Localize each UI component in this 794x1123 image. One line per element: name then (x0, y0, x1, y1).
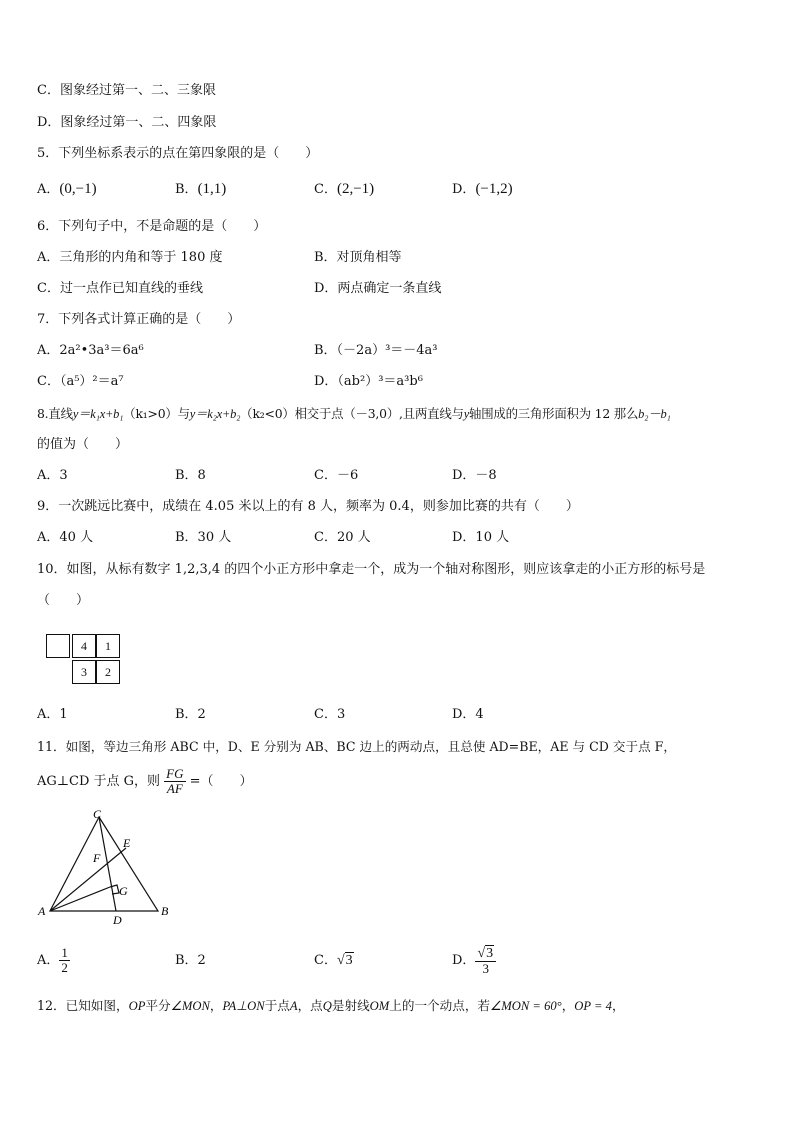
label-a: A (38, 904, 46, 918)
q9-option-a: A．40 人 (37, 530, 94, 545)
blank-square (46, 634, 70, 658)
q11-stem: 11．如图，等边三角形 ABC 中，D、E 分别为 AB、BC 边上的两动点，且总使 AD=BE，AE 与 CD 交于点 F， (37, 739, 676, 754)
q6-option-c: C．过一点作已知直线的垂线 (37, 281, 203, 296)
q11-stem-line2: AG⊥CD 于点 G，则 $\frac{FG}{AF}$ =（ ） (37, 766, 253, 796)
q5-option-a: A．(0,−1) (37, 181, 97, 197)
q5-option-c: C．(2,−1) (314, 181, 375, 197)
equilateral-triangle-figure (30, 805, 190, 930)
q8-option-b: B．8 (175, 468, 206, 483)
q10-option-d: D．4 (452, 707, 484, 722)
q9-option-b: B．30 人 (175, 530, 232, 545)
square-1: 1 (96, 634, 120, 658)
label-g: G (119, 884, 128, 898)
label-d: D (113, 913, 122, 927)
q7-option-a: A．2a²•3a³＝6a⁶ (37, 343, 144, 358)
q8-option-d: D．－8 (452, 468, 497, 483)
q4-option-c: C．图象经过第一、二、三象限 (37, 83, 216, 98)
q11-option-d: D． $\frac{√3}{3}$ (452, 944, 496, 978)
q11-option-a: A． $\frac{1}{2}$ (37, 945, 68, 975)
q9-option-c: C．20 人 (314, 530, 371, 545)
q8-stem: 8.直线y＝k₁x+b₁（k₁>0）与y＝k₂x+b₂（k₂<0）相交于点（－3,0）,且两直线与y轴围成的三角形面积为 12 那么b₂－b₁ (37, 406, 671, 421)
q8-option-a: A．3 (37, 468, 68, 483)
label-e: E (123, 836, 131, 850)
q9-stem: 9．一次跳远比赛中，成绩在 4.05 米以上的有 8 人，频率为 0.4，则参加比赛的共有（ ） (37, 499, 579, 514)
q7-stem: 7．下列各式计算正确的是（ ） (37, 312, 241, 327)
q6-option-a: A．三角形的内角和等于 180 度 (37, 250, 223, 265)
q11-option-c: C．√3 (314, 953, 353, 968)
q10-stem: 10．如图，从标有数字 1,2,3,4 的四个小正方形中拿走一个，成为一个轴对称图形，则应该拿走的小正方形的标号是 (37, 562, 706, 577)
q5-option-d: D．(−1,2) (452, 181, 513, 197)
q11-option-b: B．2 (175, 953, 206, 968)
q10-option-a: A．1 (37, 707, 68, 722)
q6-option-b: B．对顶角相等 (314, 250, 402, 265)
q5-stem: 5．下列坐标系表示的点在第四象限的是（ ） (37, 146, 319, 161)
square-2: 2 (96, 660, 120, 684)
q4-option-d: D．图象经过第一、二、四象限 (37, 115, 217, 130)
q6-stem: 6．下列句子中，不是命题的是（ ） (37, 219, 267, 234)
q12-stem: 12．已知如图，OP平分∠MON，PA⊥ON于点A，点Q是射线OM上的一个动点，若∠MON = 60°，OP = 4， (37, 998, 625, 1013)
q7-option-b: B．（－2a）³＝－4a³ (314, 343, 438, 358)
label-c: C (93, 807, 102, 821)
label-f: F (93, 851, 101, 865)
square-4: 4 (72, 634, 96, 658)
label-b: B (161, 904, 169, 918)
q10-option-b: B．2 (175, 707, 206, 722)
q7-option-d: D．（ab²）³＝a³b⁶ (314, 374, 423, 389)
square-3: 3 (72, 660, 96, 684)
q7-option-c: C．（a⁵）²＝a⁷ (37, 374, 124, 389)
q10-stem-line2: （ ） (37, 593, 90, 608)
q10-option-c: C．3 (314, 707, 346, 722)
q8-stem-line2: 的值为（ ） (37, 437, 129, 452)
q6-option-d: D．两点确定一条直线 (314, 281, 442, 296)
square-grid-figure (46, 634, 122, 686)
q8-option-c: C．－6 (314, 468, 359, 483)
fraction-fg-over-af: $\frac{FG}{AF}$ (166, 766, 184, 796)
q9-option-d: D．10 人 (452, 530, 510, 545)
q5-option-b: B．(1,1) (175, 181, 227, 197)
